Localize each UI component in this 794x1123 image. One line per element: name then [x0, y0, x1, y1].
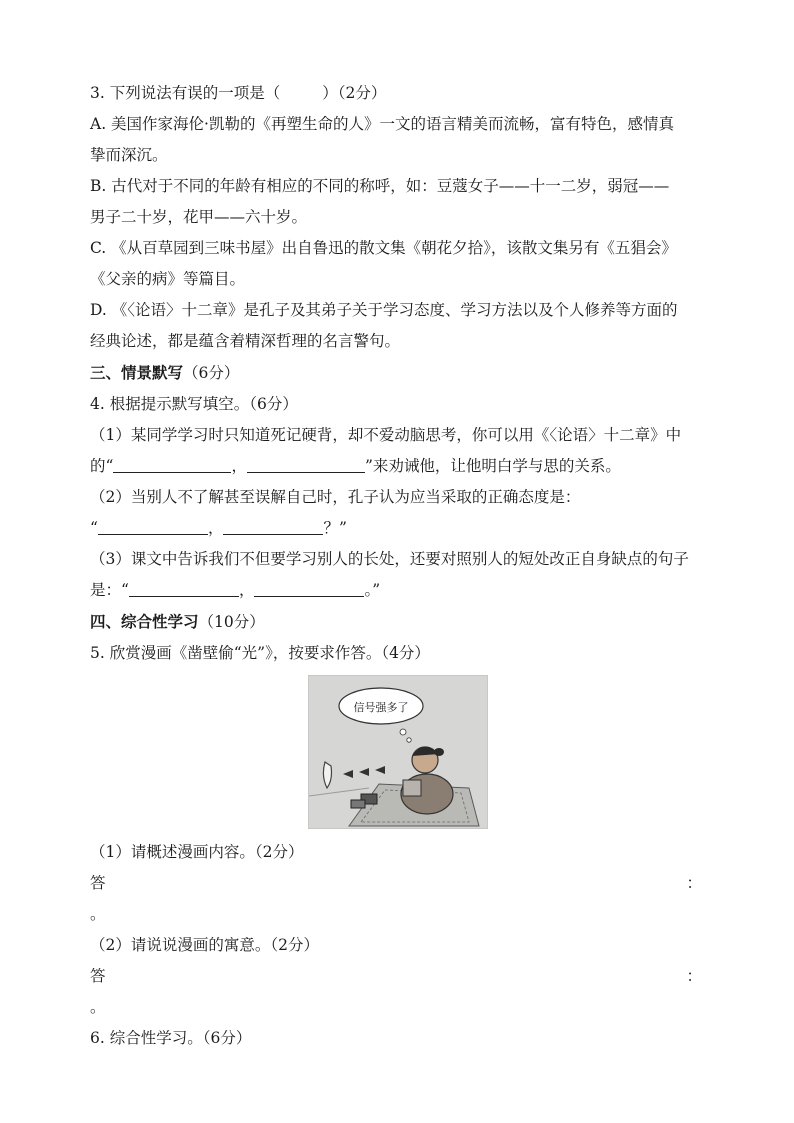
comic-bubble-text: 信号强多了 — [353, 701, 409, 714]
question-4-part3-line2: 是：“ ， 。” — [90, 581, 381, 599]
question-3-stem: 3. 下列说法有误的一项是（ ）（2分） — [90, 84, 387, 102]
answer-end: 。 — [90, 905, 106, 923]
section-4-heading: 四、综合性学习（10分） — [90, 612, 265, 631]
question-4-part1-line2: 的“ ， ”来劝诫他，让他明白学与思的关系。 — [90, 457, 621, 475]
section-3-heading: 三、情景默写（6分） — [90, 363, 240, 382]
question-5-stem: 5. 欣赏漫画《凿壁偷“光”》，按要求作答。（4分） — [90, 644, 430, 662]
fill-blank[interactable] — [98, 519, 208, 536]
question-5-sub2: （2）请说说漫画的寓意。（2分） — [90, 936, 319, 954]
question-4-part1-line1: （1）某同学学习时只知道死记硬背，却不爱动脑思考，你可以用《〈论语〉十二章》中 — [90, 426, 682, 444]
question-4-part2-line2: “ ， ？” — [90, 519, 347, 537]
question-5-sub1: （1）请概述漫画内容。（2分） — [90, 843, 304, 861]
comic-image — [308, 675, 488, 829]
option-b-line1: B. 古代对于不同的年龄有相应的不同的称呼，如：豆蔻女子——十一二岁，弱冠—— — [90, 177, 670, 195]
option-c-line2: 《父亲的病》等篇目。 — [90, 270, 246, 288]
fill-blank[interactable] — [129, 581, 239, 598]
option-b-line2: 男子二十岁，花甲——六十岁。 — [90, 208, 308, 226]
answer-end: 。 — [90, 998, 106, 1016]
fill-blank[interactable] — [247, 457, 365, 474]
option-d-line2: 经典论述，都是蕴含着精深哲理的名言警句。 — [90, 332, 401, 350]
question-4-part2-line1: （2）当别人不了解甚至误解自己时，孔子认为应当采取的正确态度是： — [90, 488, 581, 506]
fill-blank[interactable] — [223, 519, 323, 536]
exam-page — [90, 78, 702, 1054]
question-4-part3-line1: （3）课文中告诉我们不但要学习别人的长处，还要对照别人的短处改正自身缺点的句子 — [90, 550, 689, 568]
option-a-line1: A. 美国作家海伦·凯勒的《再塑生命的人》一文的语言精美而流畅，富有特色，感情真 — [90, 115, 674, 133]
answer-line: 答 ： — [90, 967, 702, 985]
question-6-stem: 6. 综合性学习。（6分） — [90, 1029, 252, 1047]
question-4-stem: 4. 根据提示默写填空。（6分） — [90, 395, 298, 413]
fill-blank[interactable] — [254, 581, 364, 598]
option-a-line2: 挚而深沉。 — [90, 146, 168, 164]
answer-line: 答 ： — [90, 874, 702, 892]
fill-blank[interactable] — [113, 457, 231, 474]
option-c-line1: C. 《从百草园到三味书屋》出自鲁迅的散文集《朝花夕拾》，该散文集另有《五猖会》 — [90, 239, 677, 257]
option-d-line1: D. 《〈论语〉十二章》是孔子及其弟子关于学习态度、学习方法以及个人修养等方面的 — [90, 301, 678, 319]
